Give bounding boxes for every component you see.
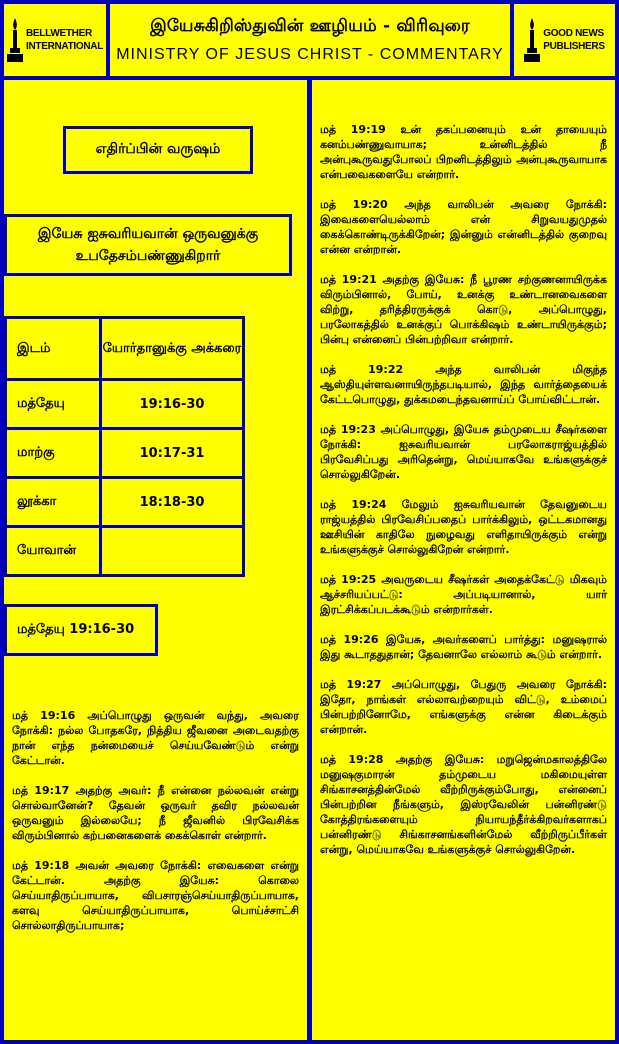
table-cell-book: லூக்கா: [6, 478, 101, 527]
logo-line-2: PUBLISHERS: [543, 41, 605, 52]
title-english: MINISTRY OF JESUS CHRIST - COMMENTARY: [116, 46, 504, 63]
verse: மத் 19:18 அவன் அவரை நோக்கி: எவைகளை என்று கேட்டான். அதற்கு இயேசு: கொலை செய்யாதிருப்பாயாக, விபசாரஞ்செய்யாதிருப்பாயாக, களவு செய்யாதிருப்பாயாக, பொய்ச்சாட்சி சொல்லாதிருப்பாயாக;: [12, 859, 299, 932]
verse: மத் 19:28 அதற்கு இயேசு: மறுஜென்மகாலத்திலே மனுஷகுமாரன் தம்முடைய மகிமையுள்ள சிங்காசனத்தின்மேல் வீற்றிருக்கும்போது, என்னைப் பின்பற்றின நீங்களும், இஸ்ரவேலின் பன்னிரண்டு கோத்திரங்களையும் நியாயந்தீர்க்கிறவர்களாகப் பன்னிரண்டு சிங்காசனங்களின்மேல் வீற்றிருப்பீர்கள் என்று, மெய்யாகவே உங்களுக்குச் சொல்லுகிறேன்.: [320, 753, 607, 856]
table-header-place: இடம்: [6, 318, 101, 380]
title-tamil: இயேசுகிறிஸ்துவின் ஊழியம் - விரிவுரை: [150, 16, 470, 36]
table-row: [6, 478, 244, 527]
table-cell-reference: 19:16-30: [101, 380, 244, 429]
page-header: [110, 4, 510, 76]
verse: மத் 19:24 மேலும் ஐசுவரியவான் தேவனுடைய ராஜ்யத்தில் பிரவேசிப்பதைப் பார்க்கிலும், ஒட்டகமானது ஊசியின் காதிலே நுழைவது எளிதாயிருக்கும் என்று உங்களுக்குச் சொல்லுகிறேன் என்றார்.: [320, 498, 607, 556]
logo-line-2: INTERNATIONAL: [25, 41, 104, 52]
verse: மத் 19:16 அப்பொழுது ஒருவன் வந்து, அவரை நோக்கி: நல்ல போதகரே, நித்திய ஜீவனை அடைவதற்கு நான் எந்த நன்மையைச் செய்யவேண்டும் என்று கேட்டான்.: [12, 709, 299, 767]
topic-title: இயேசு ஐசுவரியவான் ஒருவனுக்கு உபதேசம்பண்ணுகிறார்: [4, 214, 292, 276]
lamp-icon: [7, 18, 23, 62]
verse-list-left: [12, 708, 299, 948]
reference-table: [4, 316, 245, 577]
table-row: [6, 380, 244, 429]
table-cell-reference: [101, 527, 244, 576]
verse: மத் 19:26 இயேசு, அவர்களைப் பார்த்து: மனுஷரால் இது கூடாததுதான்; தேவனாலே எல்லாம் கூடும் என்றார்.: [320, 633, 607, 661]
table-cell-book: மத்தேயு: [6, 380, 101, 429]
table-header-location: யோர்தானுக்கு அக்கரை: [101, 318, 244, 380]
verse-list-right: [320, 122, 607, 872]
table-cell-reference: 10:17-31: [101, 429, 244, 478]
year-title: எதிர்ப்பின் வருஷம்: [63, 126, 253, 174]
bellwether-logo: [4, 4, 106, 76]
verse: மத் 19:23 அப்பொழுது, இயேசு தம்முடைய சீஷர்களை நோக்கி: ஐசுவரியவான் பரலோகராஜ்யத்தில் பிரவேசிப்பது அரிதென்று, மெய்யாகவே உங்களுக்குச் சொல்லுகிறேன்.: [320, 423, 607, 481]
left-column: [4, 80, 307, 1040]
verse: மத் 19:22 அந்த வாலிபன் மிகுந்த ஆஸ்தியுள்ளவனாயிருந்தபடியால், இந்த வார்த்தையைக் கேட்டபொழுது, துக்கமடைந்தவனாய்ப் போய்விட்டான்.: [320, 363, 607, 406]
verse: மத் 19:17 அதற்கு அவர்: நீ என்னை நல்லவன் என்று சொல்வானேன்? தேவன் ஒருவர் தவிர நல்லவன் ஒருவனும் இல்லையே; நீ ஜீவனில் பிரவேசிக்க விரும்பினால் கற்பனைகளைக் கைக்கொள் என்றார்.: [12, 784, 299, 842]
logo-line-1: GOOD NEWS: [543, 28, 604, 39]
table-cell-book: மாற்கு: [6, 429, 101, 478]
logo-line-1: BELLWETHER: [25, 28, 92, 39]
table-row: [6, 527, 244, 576]
verse: மத் 19:25 அவருடைய சீஷர்கள் அதைக்கேட்டு மிகவும் ஆச்சரியப்பட்டு: அப்படியானால், யார் இரட்சிக்கப்படக்கூடும் என்றார்கள்.: [320, 573, 607, 616]
table-row: [6, 429, 244, 478]
verse: மத் 19:21 அதற்கு இயேசு: நீ பூரண சற்குணனாயிருக்க விரும்பினால், போய், உனக்கு உண்டானவைகளை விற்று, தரித்திரருக்குக் கொடு, அப்பொழுது, பரலோகத்தில் உனக்குப் பொக்கிஷம் உண்டாயிருக்கும்; பின்பு என்னைப் பின்பற்றிவா என்றார்.: [320, 273, 607, 346]
table-cell-reference: 18:18-30: [101, 478, 244, 527]
lamp-icon: [524, 18, 540, 62]
table-cell-book: யோவான்: [6, 527, 101, 576]
right-column: [312, 80, 615, 1040]
section-reference: மத்தேயு 19:16-30: [4, 604, 158, 656]
good-news-logo: [514, 4, 615, 76]
verse: மத் 19:19 உன் தகப்பனையும் உன் தாயையும் கனம்பண்ணுவாயாக; உன்னிடத்தில் நீ அன்புகூருவதுபோலப் பிறனிடத்திலும் அன்புகூருவாயாக என்பவைகளையே என்றார்.: [320, 123, 607, 181]
verse: மத் 19:20 அந்த வாலிபன் அவரை நோக்கி: இவைகளையெல்லாம் என் சிறுவயதுமுதல் கைக்கொண்டிருக்கிறேன்; இன்னும் என்னிடத்தில் குறைவு என்ன என்றான்.: [320, 198, 607, 256]
verse: மத் 19:27 அப்பொழுது, பேதுரு அவரை நோக்கி: இதோ, நாங்கள் எல்லாவற்றையும் விட்டு, உம்மைப் பின்பற்றினோமே, எங்களுக்கு என்ன கிடைக்கும் என்றான்.: [320, 678, 607, 736]
table-header-row: [6, 318, 244, 380]
